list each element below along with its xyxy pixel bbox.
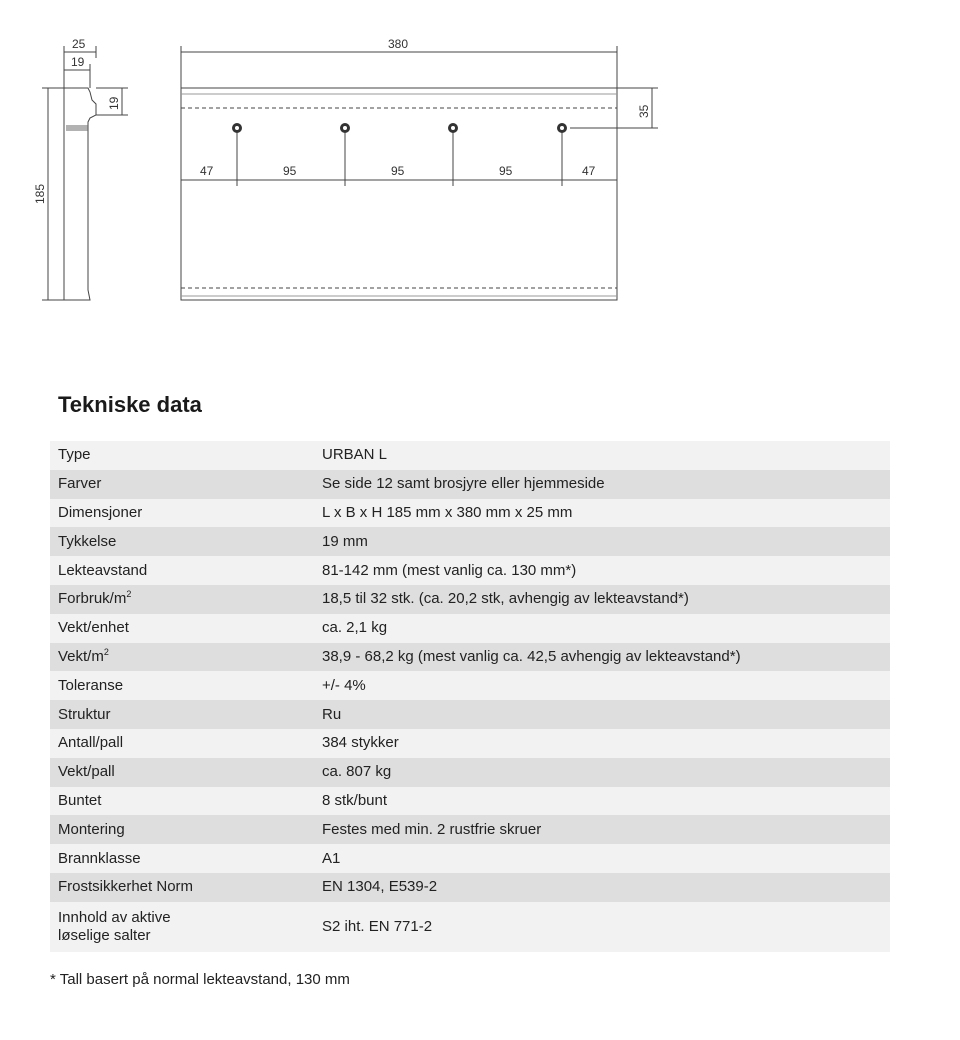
spec-key: Antall/pall (58, 734, 124, 752)
spec-key: Tykkelse (58, 532, 117, 550)
spec-value: 19 mm (322, 532, 368, 550)
section-heading: Tekniske data (58, 392, 202, 417)
table-row (50, 671, 890, 700)
technical-drawing (0, 0, 960, 340)
superscript: 2 (126, 589, 132, 600)
spec-key: Buntet (58, 791, 102, 809)
spec-key (50, 902, 314, 952)
footnote: * Tall basert på normal lekteavstand, 130 mm (50, 971, 350, 988)
spec-key: Toleranse (58, 676, 124, 694)
spec-key: Vekt/enhet (58, 619, 129, 637)
table-row (50, 499, 890, 528)
spec-value: URBAN L (322, 446, 388, 464)
spec-value: 38,9 - 68,2 kg (mest vanlig ca. 42,5 avhengig av lekteavstand*) (322, 647, 741, 665)
table-row (50, 585, 890, 614)
spec-value: Se side 12 samt brosjyre eller hjemmeside (322, 475, 605, 493)
spec-key: Dimensjoner (58, 503, 143, 521)
table-row (50, 873, 890, 902)
spec-key-line: Innhold av aktive (58, 908, 171, 926)
table-row (50, 643, 890, 672)
side-profile-hatch (66, 126, 88, 130)
spec-key: Type (58, 446, 91, 464)
table-row (50, 815, 890, 844)
table-row (50, 844, 890, 873)
dim-width: 380 (388, 37, 409, 51)
table-row (50, 758, 890, 787)
side-profile-outline (64, 88, 96, 300)
spec-value: +/- 4% (322, 676, 366, 694)
dim-spacing: 95 (283, 164, 297, 178)
spec-key-text: Forbruk/m (58, 590, 127, 608)
spec-key: Lekteavstand (58, 561, 148, 579)
spec-value: 81-142 mm (mest vanlig ca. 130 mm*) (322, 561, 577, 579)
spec-value: A1 (322, 849, 341, 867)
table-row (50, 527, 890, 556)
table-row (50, 556, 890, 585)
superscript: 2 (103, 646, 109, 657)
technical-data-table (50, 441, 890, 952)
spec-key (50, 585, 314, 614)
spec-value: 18,5 til 32 stk. (ca. 20,2 stk, avhengig av lekteavstand*) (322, 590, 689, 608)
front-panel-outline (181, 88, 617, 300)
table-row (50, 700, 890, 729)
table-row (50, 729, 890, 758)
spec-value: L x B x H 185 mm x 380 mm x 25 mm (322, 503, 573, 521)
spec-value: 384 stykker (322, 734, 399, 752)
dim-spacing: 47 (200, 164, 214, 178)
dim-hole-depth: 35 (637, 104, 651, 118)
table-row (50, 614, 890, 643)
table-row (50, 470, 890, 499)
spec-key: Frostsikkerhet Norm (58, 878, 194, 896)
spec-key: Farver (58, 475, 102, 493)
spec-key: Montering (58, 820, 125, 838)
spec-key-line: løselige salter (58, 926, 151, 944)
spec-key: Brannklasse (58, 849, 141, 867)
dim-profile-step: 19 (107, 96, 121, 110)
spec-value: ca. 807 kg (322, 763, 392, 781)
spec-value: Festes med min. 2 rustfrie skruer (322, 820, 542, 838)
spec-value: 8 stk/bunt (322, 791, 388, 809)
spec-value: S2 iht. EN 771-2 (322, 917, 433, 935)
table-row (50, 902, 890, 952)
spec-key-text: Vekt/m (58, 647, 104, 665)
dim-spacing: 95 (391, 164, 405, 178)
table-row (50, 787, 890, 816)
dim-spacing: 95 (499, 164, 513, 178)
spec-value: ca. 2,1 kg (322, 619, 388, 637)
dim-spacing: 47 (582, 164, 596, 178)
spec-key: Vekt/pall (58, 763, 115, 781)
dim-thickness-top: 25 (72, 37, 86, 51)
table-row (50, 441, 890, 470)
dim-height: 185 (33, 183, 47, 204)
spec-value: Ru (322, 705, 342, 723)
dim-thickness-inner: 19 (71, 55, 85, 69)
spec-key (50, 643, 314, 672)
spec-value: EN 1304, E539-2 (322, 878, 438, 896)
spec-key: Struktur (58, 705, 111, 723)
